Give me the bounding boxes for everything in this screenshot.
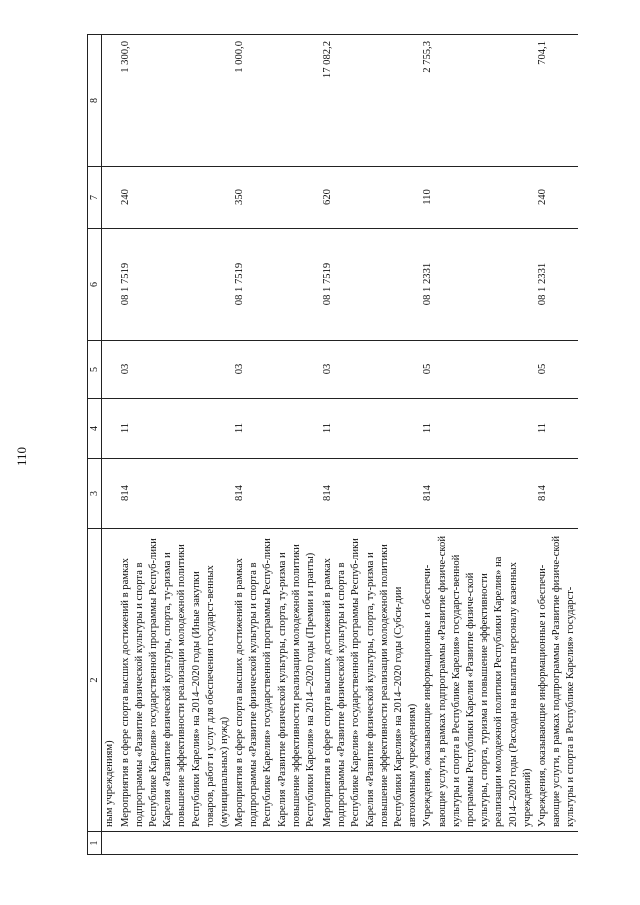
cell-subsection: 03: [118, 341, 233, 399]
cell-section: 11: [118, 399, 233, 459]
cell-admin-code: 814: [535, 459, 579, 529]
cell-expense-type: 240: [535, 167, 579, 229]
cell-target-article: 08 1 7519: [320, 229, 420, 341]
cell-expense-type: 240: [118, 167, 233, 229]
header-cell-6: 6: [88, 229, 102, 341]
row-index-cell: [420, 832, 535, 855]
row-index-cell: [232, 832, 320, 855]
cell-admin-code: 814: [320, 459, 420, 529]
header-cell-4: 4: [88, 399, 102, 459]
cell-subsection: 05: [535, 341, 579, 399]
row-index-cell: [535, 832, 579, 855]
table-row: [118, 35, 233, 855]
header-cell-7: 7: [88, 167, 102, 229]
cell-section: 11: [232, 399, 320, 459]
header-cell-5: 5: [88, 341, 102, 399]
cell-section: 11: [320, 399, 420, 459]
cell-expense-type: 350: [232, 167, 320, 229]
row-index-cell: [320, 832, 420, 855]
row-description: Учреждения, оказывающие информационные и обеспечи-вающие услуги, в рамках подпрограммы «Развитие физиче-ской культуры и спорта в Республике Карелия» государст-венной программы Республики Карелия «Развитие физиче-ской культуры, спорта, туризма и повышение эффективности реализации молодежной политики Республики Карелия» на 2014–2020 годы (Расходы на выплаты персоналу казенных учреждений): [420, 529, 535, 832]
table-row: [420, 35, 535, 855]
cell-admin-code: 814: [232, 459, 320, 529]
continuation-row: [102, 35, 118, 855]
cell-expense-type: 110: [420, 167, 535, 229]
cell-amount: 2 755,3: [420, 35, 535, 167]
header-cell-3: 3: [88, 459, 102, 529]
cell-target-article: 08 1 2331: [535, 229, 579, 341]
header-cell-1: 1: [88, 832, 102, 855]
budget-table: [87, 34, 578, 855]
cell-admin-code: 814: [420, 459, 535, 529]
cell-admin-code: 814: [118, 459, 233, 529]
cell-amount: 17 082,2: [320, 35, 420, 167]
row-index-cell: [118, 832, 233, 855]
cell-target-article: 08 1 7519: [118, 229, 233, 341]
continuation-text: ным учреждениям): [102, 529, 118, 832]
cell-section: 11: [420, 399, 535, 459]
row-description: Мероприятия в сфере спорта высших достижений в рамках подпрограммы «Развитие физической культуры и спорта в Республике Карелия» государственной программы Респуб-лики Карелия «Развитие физической культуры, спорта, ту-ризма и повышение эффективности реализации молодежной политики Республики Карелия» на 2014–2020 годы (Иные закупки товаров, работ и услуг для обеспечения государст-венных (муниципальных) нужд): [118, 529, 233, 832]
table-row: [535, 35, 579, 855]
cell-amount: 704,1: [535, 35, 579, 167]
row-description: Мероприятия в сфере спорта высших достижений в рамках подпрограммы «Развитие физической культуры и спорта в Республике Карелия» государственной программы Респуб-лики Карелия «Развитие физической культуры, спорта, ту-ризма и повышение эффективности реализации молодежной политики Республики Карелия» на 2014–2020 годы (Субси-дии автономным учреждениям): [320, 529, 420, 832]
header-cell-8: 8: [88, 35, 102, 167]
row-description: Мероприятия в сфере спорта высших достижений в рамках подпрограммы «Развитие физической культуры и спорта в Республике Карелия» государственной программы Респуб-лики Карелия «Развитие физической культуры, спорта, ту-ризма и повышение эффективности реализации молодежной политики Республики Карелия» на 2014–2020 годы (Премии и гранты): [232, 529, 320, 832]
page-number: 110: [14, 446, 29, 466]
cell-subsection: 03: [320, 341, 420, 399]
table-row: [232, 35, 320, 855]
rotated-table-container: [87, 35, 577, 855]
table-row: [320, 35, 420, 855]
row-index-cell: [102, 832, 118, 855]
cell-target-article: 08 1 2331: [420, 229, 535, 341]
header-cell-2: 2: [88, 529, 102, 832]
cell-amount: 1 000,0: [232, 35, 320, 167]
row-description: Учреждения, оказывающие информационные и обеспечи-вающие услуги, в рамках подпрограммы «Развитие физиче-ской культуры и спорта в Республике Карелия» государст-: [535, 529, 579, 832]
cell-expense-type: 620: [320, 167, 420, 229]
cell-subsection: 03: [232, 341, 320, 399]
cell-subsection: 05: [420, 341, 535, 399]
cell-section: 11: [535, 399, 579, 459]
header-row: [88, 35, 102, 855]
cell-target-article: 08 1 7519: [232, 229, 320, 341]
cell-amount: 1 300,0: [118, 35, 233, 167]
